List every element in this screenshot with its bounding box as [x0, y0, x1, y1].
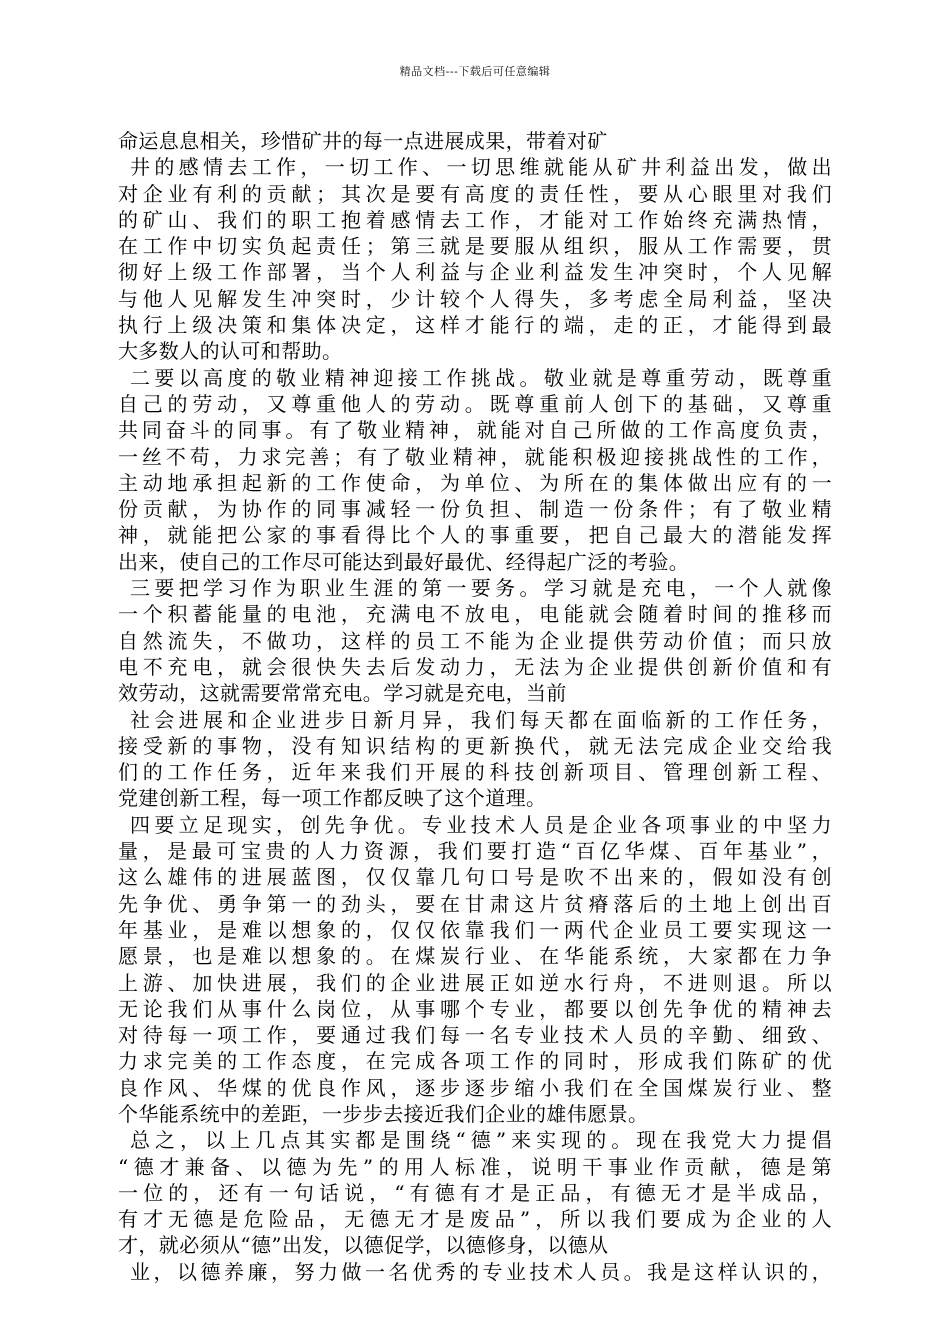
- text-line: 量，是最可宝贵的人力资源，我们要打造“百亿华煤、百年基业”，: [118, 839, 832, 864]
- text-line: 力求完美的工作态度，在完成各项工作的同时，形成我们陈矿的优: [118, 1049, 832, 1074]
- text-line: 一丝不苟，力求完善；有了敬业精神，就能积极迎接挑战性的工作，: [118, 444, 832, 469]
- document-body: [118, 128, 832, 1285]
- text-line: 份贡献，为协作的同事减轻一份负担、制造一份条件；有了敬业精: [118, 497, 832, 522]
- text-line: 大多数人的认可和帮助。: [118, 339, 343, 364]
- text-line: 良作风、华煤的优良作风，逐步逐步缩小我们在全国煤炭行业、整: [118, 1075, 832, 1100]
- page-header: 精品文档---下载后可任意编辑: [399, 65, 551, 78]
- text-line: 在工作中切实负起责任；第三就是要服从组织，服从工作需要，贯: [118, 234, 832, 259]
- text-line: 这么雄伟的进展蓝图，仅仅靠几句口号是吹不出来的，假如没有创: [118, 865, 832, 890]
- text-line: 业，以德养廉，努力做一名优秀的专业技术人员。我是这样认识的，: [130, 1259, 832, 1284]
- text-line: 共同奋斗的同事。有了敬业精神，就能对自己所做的工作高度负责，: [118, 418, 832, 443]
- text-line: 井的感情去工作，一切工作、一切思维就能从矿井利益出发，做出: [130, 155, 832, 180]
- text-line: 与他人见解发生冲突时，少计较个人得失，多考虑全局利益，坚决: [118, 286, 832, 311]
- text-line: 对待每一项工作，要通过我们每一名专业技术人员的辛勤、细致、: [118, 1023, 832, 1048]
- text-line: 总之，以上几点其实都是围绕“德”来实现的。现在我党大力提倡: [130, 1128, 832, 1153]
- text-line: 四要立足现实，创先争优。专业技术人员是企业各项事业的中坚力: [130, 812, 832, 837]
- text-line: 的矿山、我们的职工抱着感情去工作，才能对工作始终充满热情，: [118, 207, 832, 232]
- text-line: 有才无德是危险品，无德无才是废品”，所以我们要成为企业的人: [118, 1207, 832, 1232]
- text-line: 执行上级决策和集体决定，这样才能行的端，走的正，才能得到最: [118, 313, 832, 338]
- text-line: 年基业，是难以想象的，仅仅依靠我们一两代企业员工要实现这一: [118, 917, 832, 942]
- text-line: 个华能系统中的差距，一步步去接近我们企业的雄伟愿景。: [118, 1101, 649, 1126]
- text-line: 主动地承担起新的工作使命，为单位、为所在的集体做出应有的一: [118, 470, 832, 495]
- text-line: 自然流失，不做功，这样的员工不能为企业提供劳动价值；而只放: [118, 628, 832, 653]
- text-line: 一个积蓄能量的电池，充满电不放电，电能就会随着时间的推移而: [118, 602, 832, 627]
- text-line: 社会进展和企业进步日新月异，我们每天都在面临新的工作任务，: [130, 707, 832, 732]
- text-line: 电不充电，就会很快失去后发动力，无法为企业提供创新价值和有: [118, 654, 832, 679]
- text-line: 彻好上级工作部署，当个人利益与企业利益发生冲突时，个人见解: [118, 260, 832, 285]
- text-line: 对企业有利的贡献；其次是要有高度的责任性，要从心眼里对我们: [118, 181, 832, 206]
- text-line: “德才兼备、以德为先”的用人标准，说明干事业作贡献，德是第: [118, 1154, 832, 1179]
- text-line: 无论我们从事什么岗位，从事哪个专业，都要以创先争优的精神去: [118, 996, 832, 1021]
- text-line: 自己的劳动，又尊重他人的劳动。既尊重前人创下的基础，又尊重: [118, 391, 832, 416]
- text-line: 命运息息相关，珍惜矿井的每一点进展成果，带着对矿: [118, 129, 608, 153]
- text-line: 二要以高度的敬业精神迎接工作挑战。敬业就是尊重劳动，既尊重: [130, 365, 832, 390]
- text-line: 们的工作任务，近年来我们开展的科技创新项目、管理创新工程、: [118, 760, 832, 785]
- text-line: 神，就能把公家的事看得比个人的事重要，把自己最大的潜能发挥: [118, 523, 832, 548]
- text-line: 效劳动，这就需要常常充电。学习就是充电，当前: [118, 681, 567, 706]
- text-line: 接受新的事物，没有知识结构的更新换代，就无法完成企业交给我: [118, 733, 832, 758]
- text-line: 愿景，也是难以想象的。在煤炭行业、在华能系统，大家都在力争: [118, 944, 832, 969]
- text-line: 出来，使自己的工作尽可能达到最好最优、经得起广泛的考验。: [118, 549, 690, 574]
- text-line: 先争优、勇争第一的劲头，要在甘肃这片贫瘠落后的土地上创出百: [118, 891, 832, 916]
- text-line: 党建创新工程，每一项工作都反映了这个道理。: [118, 786, 547, 811]
- text-line: 才，就必须从“德”出发，以德促学，以德修身，以德从: [118, 1233, 609, 1258]
- text-line: 上游、加快进展，我们的企业进展正如逆水行舟，不进则退。所以: [118, 970, 832, 995]
- text-line: 三要把学习作为职业生涯的第一要务。学习就是充电，一个人就像: [130, 576, 832, 601]
- text-line: 一位的，还有一句话说，“有德有才是正品，有德无才是半成品，: [118, 1180, 832, 1205]
